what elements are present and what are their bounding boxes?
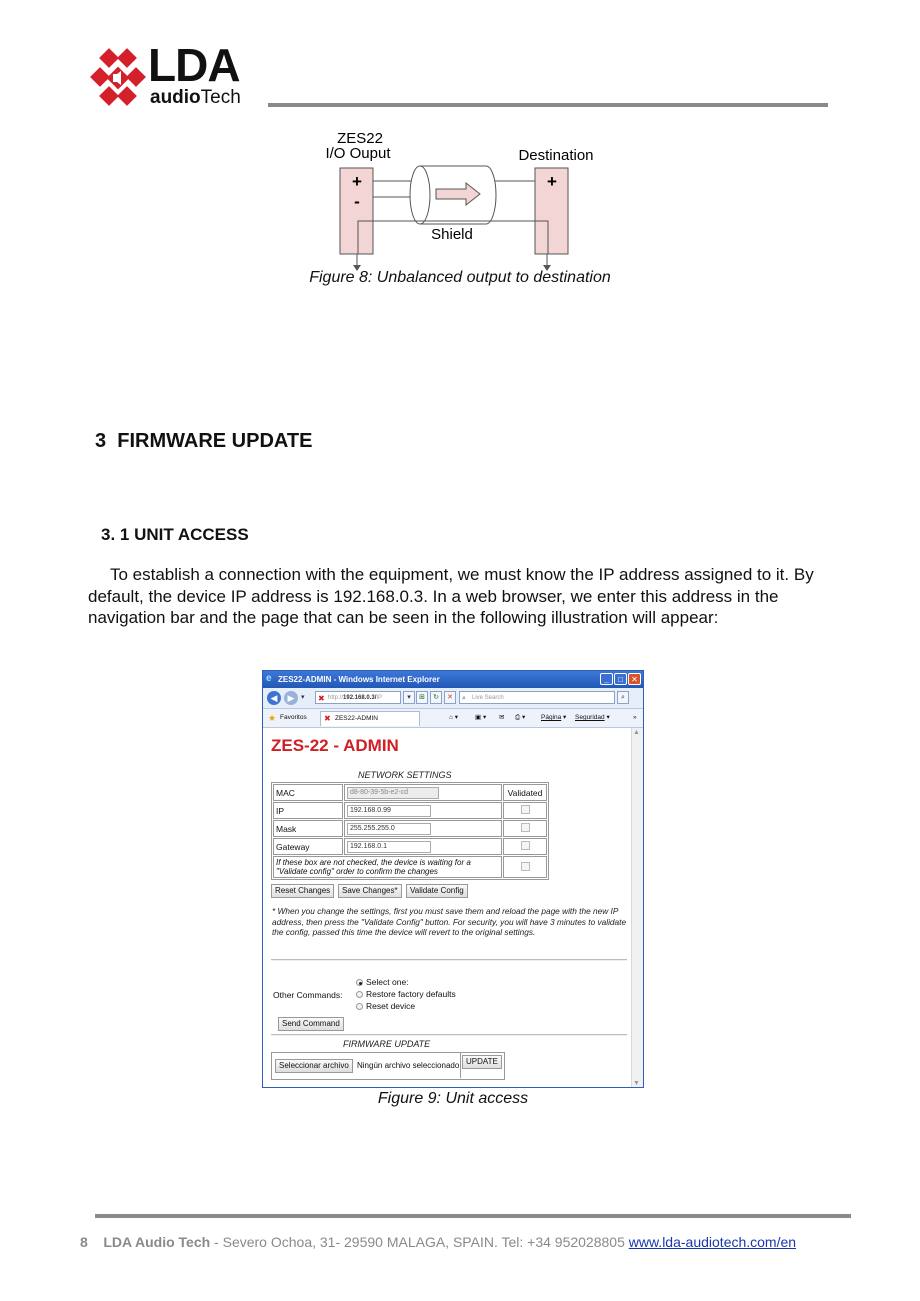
scrollbar[interactable] bbox=[631, 728, 643, 1088]
plus-left: + bbox=[352, 172, 362, 191]
table-row bbox=[273, 784, 547, 801]
no-file-label: Ningún archivo seleccionado bbox=[357, 1061, 460, 1070]
address-bar[interactable]: ✖ http://192.168.0.3/IP bbox=[315, 691, 401, 704]
settings-note: * When you change the settings, first you must save them and reload the page with the new IP address, then press the "Validate Config" button. For security, you will have 3 minutes to validate the config, passed this time the device will revert to the original settings. bbox=[272, 906, 627, 937]
feeds-icon[interactable]: ▣ ▾ bbox=[475, 714, 487, 721]
select-file-button[interactable]: Seleccionar archivo bbox=[275, 1059, 353, 1073]
tab-favicon-icon: ✖ bbox=[324, 714, 331, 723]
option-restore-defaults[interactable]: Restore factory defaults bbox=[366, 989, 456, 999]
page-content bbox=[263, 728, 633, 1088]
page-footer bbox=[80, 1234, 796, 1250]
label-device-line1: ZES22 bbox=[337, 130, 383, 147]
logo-text: LDA bbox=[148, 39, 240, 91]
gateway-validated-checkbox[interactable] bbox=[521, 841, 530, 850]
security-menu[interactable]: Seguridad ▾ bbox=[575, 714, 610, 721]
stop-icon[interactable]: ✕ bbox=[444, 691, 456, 704]
mac-field: d8-80-39-5b-e2-cd bbox=[347, 787, 439, 799]
footer-divider bbox=[95, 1214, 851, 1218]
minus-left: - bbox=[354, 192, 360, 211]
mail-icon[interactable]: ✉ bbox=[499, 714, 505, 721]
row-label: IP bbox=[273, 802, 343, 819]
option-select-one[interactable]: Select one: bbox=[366, 977, 409, 987]
history-dropdown-icon[interactable]: ▾ bbox=[301, 694, 305, 701]
figure9-caption: Figure 9: Unit access bbox=[377, 1090, 529, 1107]
maximize-icon[interactable]: □ bbox=[614, 673, 627, 685]
other-commands-label: Other Commands: bbox=[273, 990, 343, 1000]
table-row bbox=[273, 856, 547, 878]
divider bbox=[271, 959, 627, 961]
network-settings-title: NETWORK SETTINGS bbox=[358, 770, 452, 780]
radio-reset-device[interactable] bbox=[356, 1003, 363, 1010]
favorites-label[interactable]: Favoritos bbox=[280, 714, 307, 721]
label-shield: Shield bbox=[431, 226, 473, 243]
scroll-up-icon[interactable]: ▲ bbox=[633, 729, 640, 736]
footer-company: LDA Audio Tech bbox=[103, 1234, 211, 1250]
page-number: 8 bbox=[80, 1234, 88, 1250]
firmware-update-title: FIRMWARE UPDATE bbox=[343, 1039, 431, 1049]
plus-right: + bbox=[547, 172, 557, 191]
ip-field[interactable]: 192.168.0.99 bbox=[347, 805, 431, 817]
figure8-caption: Figure 8: Unbalanced output to destination bbox=[309, 269, 611, 286]
print-icon[interactable]: ⎙ ▾ bbox=[515, 714, 526, 721]
update-button[interactable]: UPDATE bbox=[462, 1055, 502, 1069]
gateway-field[interactable]: 192.168.0.1 bbox=[347, 841, 431, 853]
tab-zes22-admin[interactable]: ✖ ZES22-ADMIN bbox=[320, 711, 420, 726]
label-destination: Destination bbox=[518, 147, 594, 164]
subsection-heading: 3. 1 UNIT ACCESS bbox=[101, 525, 249, 544]
firmware-update-form bbox=[271, 1052, 505, 1080]
forward-icon[interactable]: ▶ bbox=[284, 691, 298, 705]
logo-diamonds-icon bbox=[88, 48, 148, 108]
table-row bbox=[273, 820, 547, 837]
unbalanced-output-diagram bbox=[300, 125, 620, 275]
minimize-icon[interactable]: _ bbox=[600, 673, 613, 685]
radio-restore-defaults[interactable] bbox=[356, 991, 363, 998]
search-go-icon[interactable]: ⌕ bbox=[617, 691, 629, 704]
window-title: ZES22-ADMIN - Windows Internet Explorer bbox=[278, 675, 440, 684]
header-divider bbox=[268, 103, 828, 107]
row-label: MAC bbox=[273, 784, 343, 801]
home-icon[interactable]: ⌂ ▾ bbox=[449, 714, 458, 721]
config-validated-checkbox[interactable] bbox=[521, 862, 530, 871]
send-command-button[interactable]: Send Command bbox=[278, 1017, 344, 1031]
footer-website-link[interactable]: www.lda-audiotech.com/en bbox=[628, 1234, 797, 1250]
validated-header: Validated bbox=[503, 784, 547, 801]
ip-validated-checkbox[interactable] bbox=[521, 805, 530, 814]
page-menu[interactable]: Página ▾ bbox=[541, 714, 567, 721]
search-icon: ⌕ bbox=[462, 695, 466, 702]
back-icon[interactable]: ◀ bbox=[267, 691, 281, 705]
scroll-down-icon[interactable]: ▼ bbox=[633, 1080, 640, 1087]
navigation-bar bbox=[263, 688, 643, 709]
address-dropdown-icon[interactable]: ▾ bbox=[403, 691, 415, 704]
site-favicon-icon: ✖ bbox=[318, 694, 325, 703]
compatibility-icon[interactable]: ⊞ bbox=[416, 691, 428, 704]
footer-address: - Severo Ochoa, 31- 29590 MALAGA, SPAIN. Tel: +34 952028805 bbox=[210, 1234, 629, 1250]
row-label: Gateway bbox=[273, 838, 343, 855]
admin-title: ZES-22 - ADMIN bbox=[271, 736, 399, 755]
mask-validated-checkbox[interactable] bbox=[521, 823, 530, 832]
company-logo bbox=[88, 39, 263, 110]
refresh-icon[interactable]: ↻ bbox=[430, 691, 442, 704]
section-heading: 3 FIRMWARE UPDATE bbox=[95, 430, 313, 452]
search-input[interactable]: ⌕ Live Search bbox=[459, 691, 615, 704]
window-titlebar bbox=[263, 671, 643, 688]
logo-subtext: audioTech bbox=[150, 87, 241, 108]
browser-window bbox=[262, 670, 644, 1088]
ie-logo-icon: e bbox=[266, 673, 272, 684]
table-row bbox=[273, 802, 547, 819]
close-icon[interactable]: ✕ bbox=[628, 673, 641, 685]
network-settings-table bbox=[271, 782, 549, 880]
option-reset-device[interactable]: Reset device bbox=[366, 1001, 416, 1011]
intro-paragraph: To establish a connection with the equipment, we must know the IP address assigned to it. By default, the device IP address is 192.168.0.3. In a web browser, we enter this address in the navigation bar and the page that can be seen in the following illustration will appear: bbox=[88, 565, 814, 627]
radio-select-one[interactable] bbox=[356, 979, 363, 986]
favorites-star-icon[interactable]: ★ bbox=[268, 713, 277, 723]
validate-config-button[interactable]: Validate Config bbox=[406, 884, 468, 898]
favorites-bar bbox=[263, 709, 643, 728]
mask-field[interactable]: 255.255.255.0 bbox=[347, 823, 431, 835]
validation-note: If these box are not checked, the device is waiting for a "Validate config" order to confirm the changes bbox=[273, 856, 502, 878]
save-changes-button[interactable]: Save Changes* bbox=[338, 884, 402, 898]
divider bbox=[271, 1034, 627, 1036]
reset-changes-button[interactable]: Reset Changes bbox=[271, 884, 334, 898]
table-row bbox=[273, 838, 547, 855]
cable-end bbox=[410, 166, 430, 224]
label-device-line2: I/O Ouput bbox=[325, 145, 391, 162]
more-tools-icon[interactable]: » bbox=[633, 714, 637, 721]
row-label: Mask bbox=[273, 820, 343, 837]
